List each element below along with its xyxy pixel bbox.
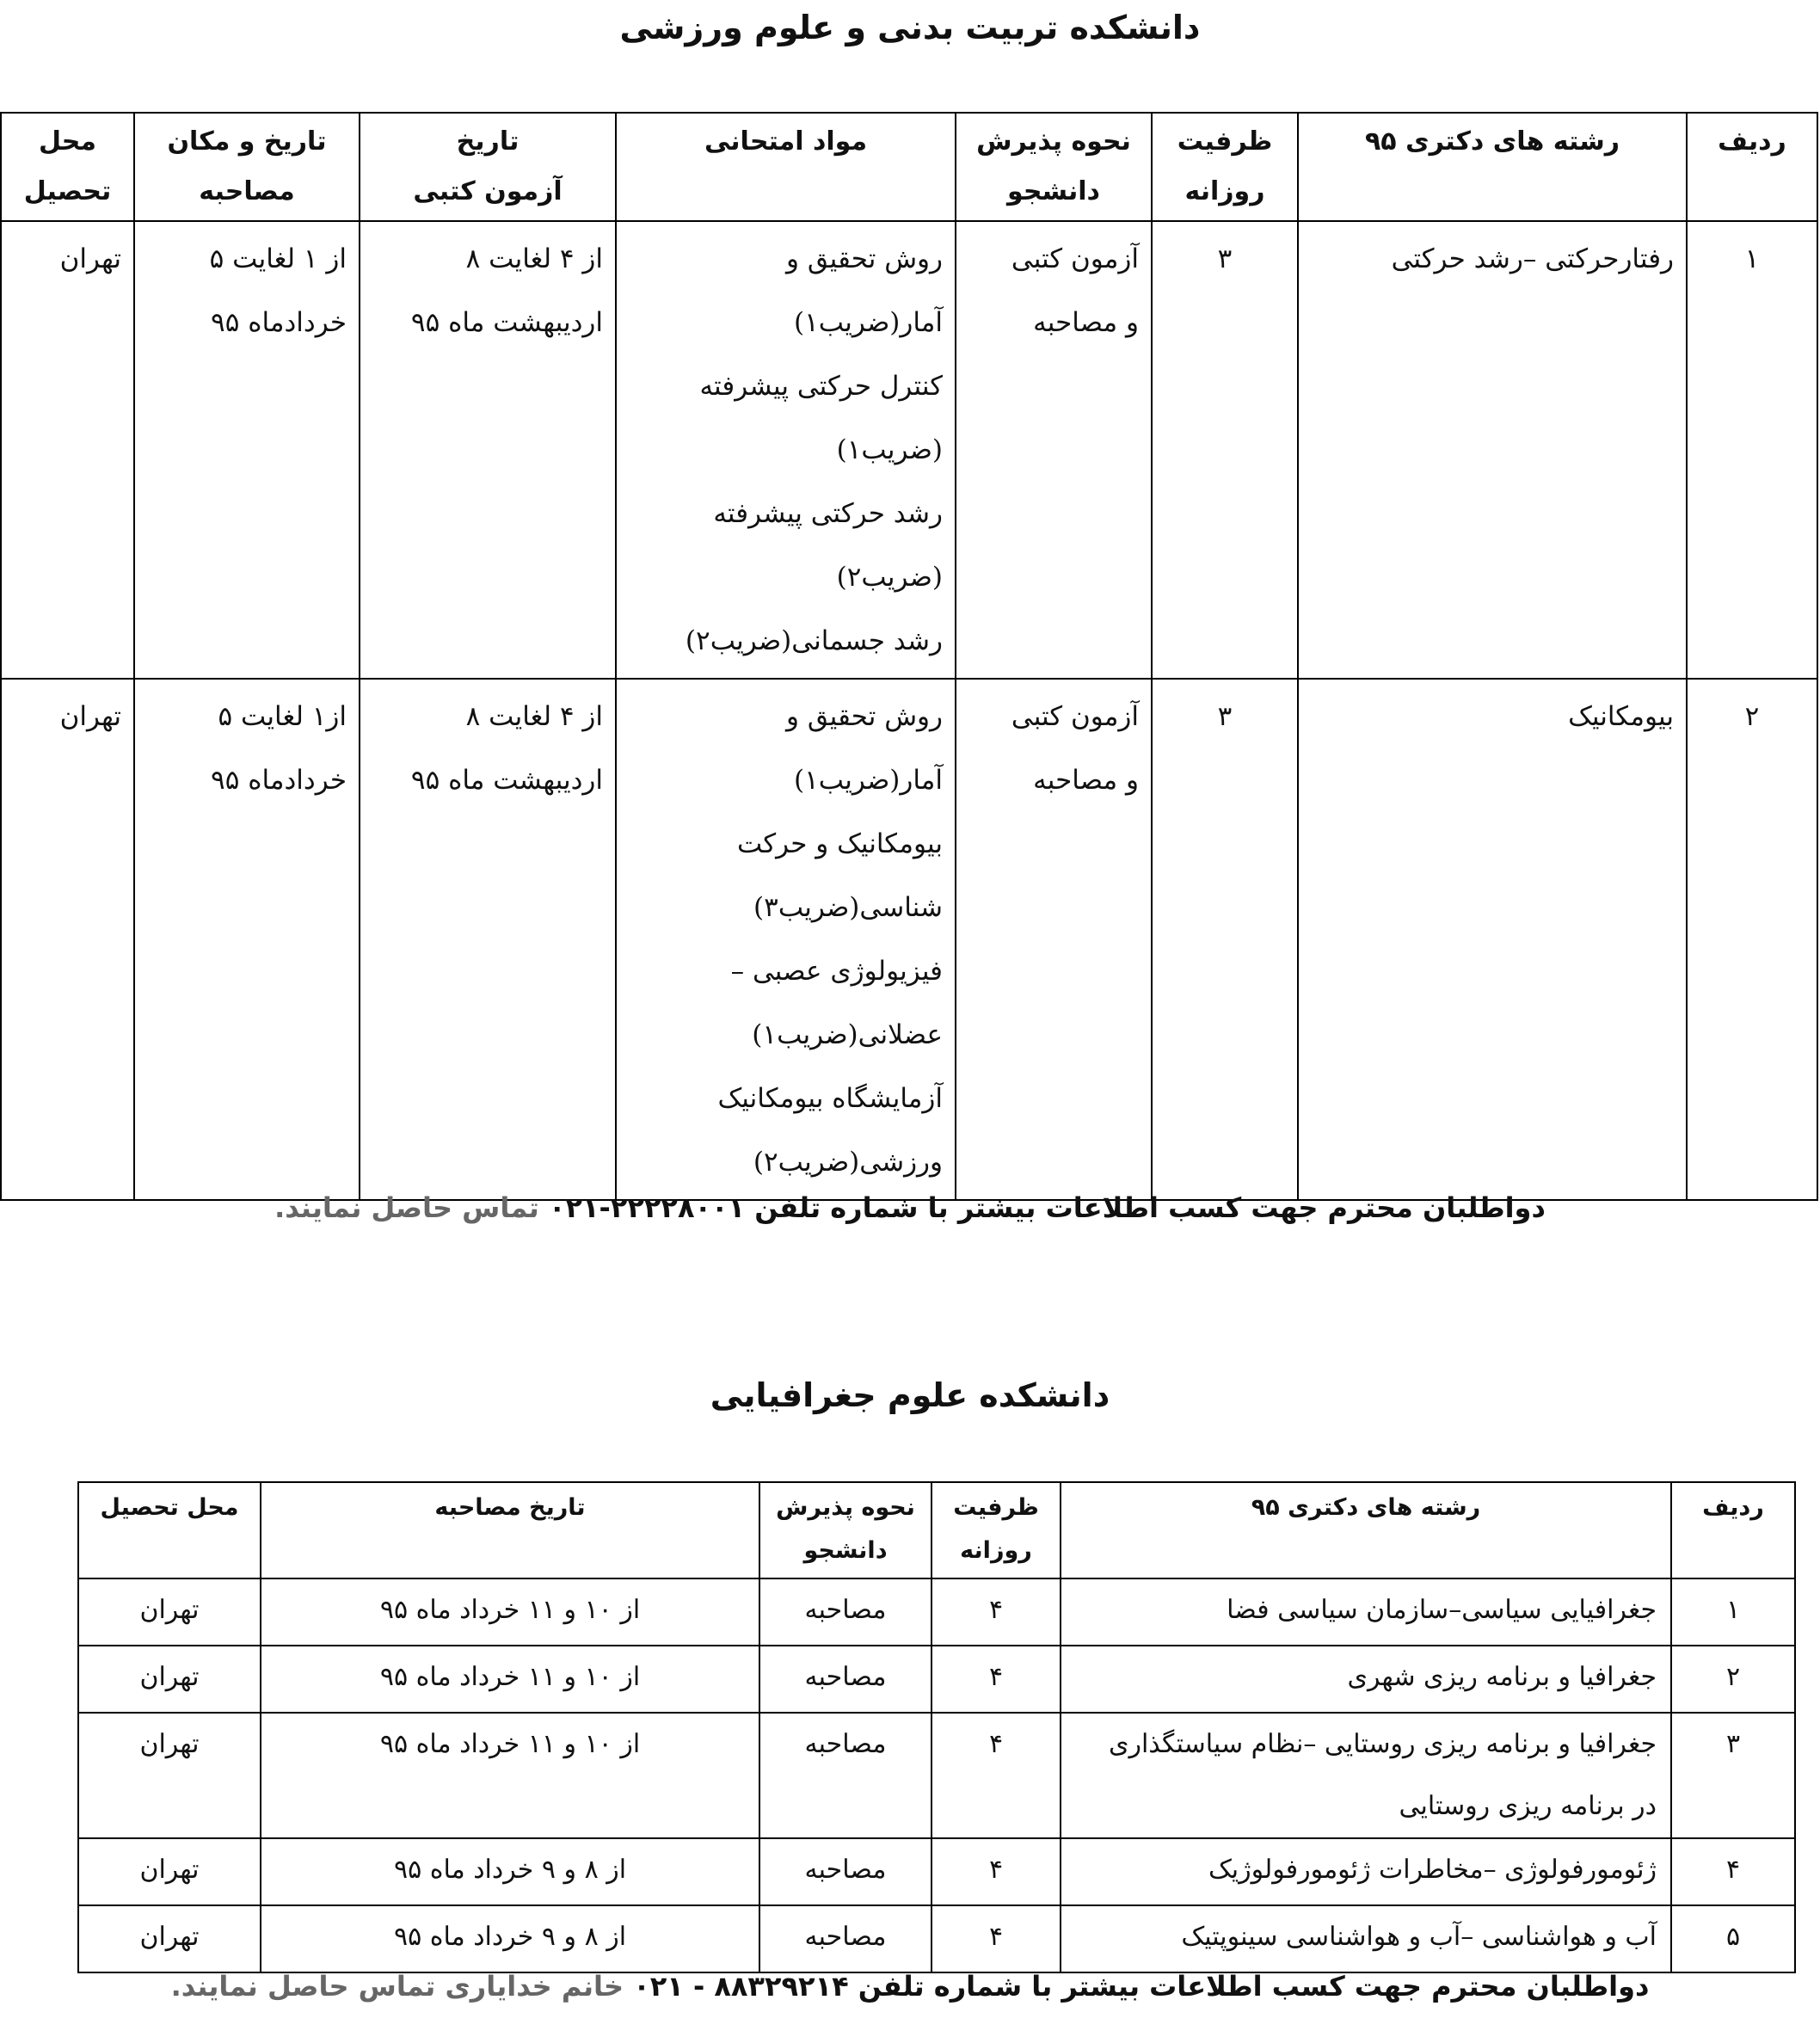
cell-zarfiat: ۴: [932, 1646, 1061, 1713]
cell-tarikh: از ۱۰ و ۱۱ خرداد ماه ۹۵: [261, 1646, 759, 1713]
section1-contact-note: [0, 1191, 1820, 1224]
header-tarikh: تاریخ مصاحبه: [261, 1482, 759, 1578]
cell-reshte: جغرافیا و برنامه ریزی شهری: [1061, 1646, 1671, 1713]
cell-mahal: تهران: [78, 1646, 261, 1713]
header-mavad: مواد امتحانی: [616, 113, 956, 221]
cell-mahal: تهران: [1, 679, 134, 1200]
header-mahal: محل تحصیل: [78, 1482, 261, 1578]
cell-radif: ۵: [1671, 1905, 1795, 1972]
cell-nahve: آزمون کتبی و مصاحبه: [956, 221, 1152, 679]
cell-nahve: مصاحبه: [759, 1578, 932, 1646]
cell-nahve: مصاحبه: [759, 1646, 932, 1713]
cell-mosahebe: از۱ لغایت ۵ خردادماه ۹۵: [134, 679, 360, 1200]
cell-reshte: جغرافیایی سیاسی–سازمان سیاسی فضا: [1061, 1578, 1671, 1646]
cell-tarikh: از ۱۰ و ۱۱ خرداد ماه ۹۵: [261, 1578, 759, 1646]
table-header-row: [78, 1482, 1795, 1578]
cell-tarikh: از ۱۰ و ۱۱ خرداد ماه ۹۵: [261, 1713, 759, 1838]
cell-reshte: آب و هواشناسی –آب و هواشناسی سینوپتیک: [1061, 1905, 1671, 1972]
cell-tarikh: از ۸ و ۹ خرداد ماه ۹۵: [261, 1838, 759, 1905]
section1-title: دانشکده تربیت بدنی و علوم ورزشی: [619, 9, 1201, 46]
table-row: [78, 1838, 1795, 1905]
cell-reshte: جغرافیا و برنامه ریزی روستایی –نظام سیاستگذاری در برنامه ریزی روستایی: [1061, 1713, 1671, 1838]
cell-azmoon: از ۴ لغایت ۸ اردیبهشت ماه ۹۵: [360, 679, 616, 1200]
header-mahal: محل تحصیل: [1, 113, 134, 221]
cell-reshte: بیومکانیک: [1298, 679, 1687, 1200]
cell-nahve: آزمون کتبی و مصاحبه: [956, 679, 1152, 1200]
cell-mahal: تهران: [78, 1905, 261, 1972]
table-header-row: [1, 113, 1817, 221]
cell-mahal: تهران: [1, 221, 134, 679]
table-row: [1, 221, 1817, 679]
cell-radif: ۱: [1671, 1578, 1795, 1646]
note-main: دواطلبان محترم جهت کسب اطلاعات بیشتر با شماره تلفن ۸۸۳۲۹۲۱۴ - ۰۲۱: [633, 1970, 1650, 2003]
table-row: [78, 1578, 1795, 1646]
cell-radif: ۲: [1687, 679, 1817, 1200]
header-radif: ردیف: [1687, 113, 1817, 221]
cell-nahve: مصاحبه: [759, 1905, 932, 1972]
cell-mahal: تهران: [78, 1578, 261, 1646]
header-zarfiat: ظرفیت روزانه: [1152, 113, 1298, 221]
header-zarfiat: ظرفیت روزانه: [932, 1482, 1061, 1578]
header-reshte: رشته های دکتری ۹۵: [1061, 1482, 1671, 1578]
header-mosahebe: تاریخ و مکان مصاحبه: [134, 113, 360, 221]
physical-education-table: [0, 112, 1818, 1201]
header-nahve: نحوه پذیرش دانشجو: [956, 113, 1152, 221]
cell-zarfiat: ۳: [1152, 679, 1298, 1200]
cell-radif: ۴: [1671, 1838, 1795, 1905]
note-tail: تماس حاصل نمایند.: [274, 1191, 549, 1224]
table-row: [78, 1905, 1795, 1972]
table-row: [1, 679, 1817, 1200]
note-main: دواطلبان محترم جهت کسب اطلاعات بیشتر با شماره تلفن ۲۲۲۲۸۰۰۱-۰۲۱: [548, 1191, 1546, 1224]
cell-mosahebe: از ۱ لغایت ۵ خردادماه ۹۵: [134, 221, 360, 679]
header-nahve: نحوه پذیرش دانشجو: [759, 1482, 932, 1578]
header-radif: ردیف: [1671, 1482, 1795, 1578]
cell-zarfiat: ۴: [932, 1713, 1061, 1838]
section2-contact-note: [0, 1970, 1820, 2003]
cell-zarfiat: ۴: [932, 1905, 1061, 1972]
cell-mavad: روش تحقیق و آمار(ضریب۱) کنترل حرکتی پیشرفته (ضریب۱) رشد حرکتی پیشرفته (ضریب۲) رشد جسمانی(ضریب۲): [616, 221, 956, 679]
note-tail: خانم خدایاری تماس حاصل نمایند.: [170, 1970, 634, 2003]
cell-nahve: مصاحبه: [759, 1838, 932, 1905]
section2-title: دانشکده علوم جغرافیایی: [710, 1376, 1110, 1414]
cell-zarfiat: ۳: [1152, 221, 1298, 679]
geography-table: [77, 1481, 1796, 1973]
cell-mahal: تهران: [78, 1838, 261, 1905]
table-row: [78, 1713, 1795, 1838]
cell-radif: ۱: [1687, 221, 1817, 679]
cell-mavad: روش تحقیق و آمار(ضریب۱) بیومکانیک و حرکت شناسی(ضریب۳) فیزیولوژی عصبی – عضلانی(ضریب۱) آزمایشگاه بیومکانیک ورزشی(ضریب۲): [616, 679, 956, 1200]
header-azmoon: تاریخ آزمون کتبی: [360, 113, 616, 221]
cell-zarfiat: ۴: [932, 1578, 1061, 1646]
header-reshte: رشته های دکتری ۹۵: [1298, 113, 1687, 221]
cell-tarikh: از ۸ و ۹ خرداد ماه ۹۵: [261, 1905, 759, 1972]
cell-radif: ۲: [1671, 1646, 1795, 1713]
cell-mahal: تهران: [78, 1713, 261, 1838]
cell-azmoon: از ۴ لغایت ۸ اردیبهشت ماه ۹۵: [360, 221, 616, 679]
table-row: [78, 1646, 1795, 1713]
cell-reshte: رفتارحرکتی –رشد حرکتی: [1298, 221, 1687, 679]
cell-nahve: مصاحبه: [759, 1713, 932, 1838]
cell-radif: ۳: [1671, 1713, 1795, 1838]
cell-reshte: ژئومورفولوژی –مخاطرات ژئومورفولوژیک: [1061, 1838, 1671, 1905]
cell-zarfiat: ۴: [932, 1838, 1061, 1905]
